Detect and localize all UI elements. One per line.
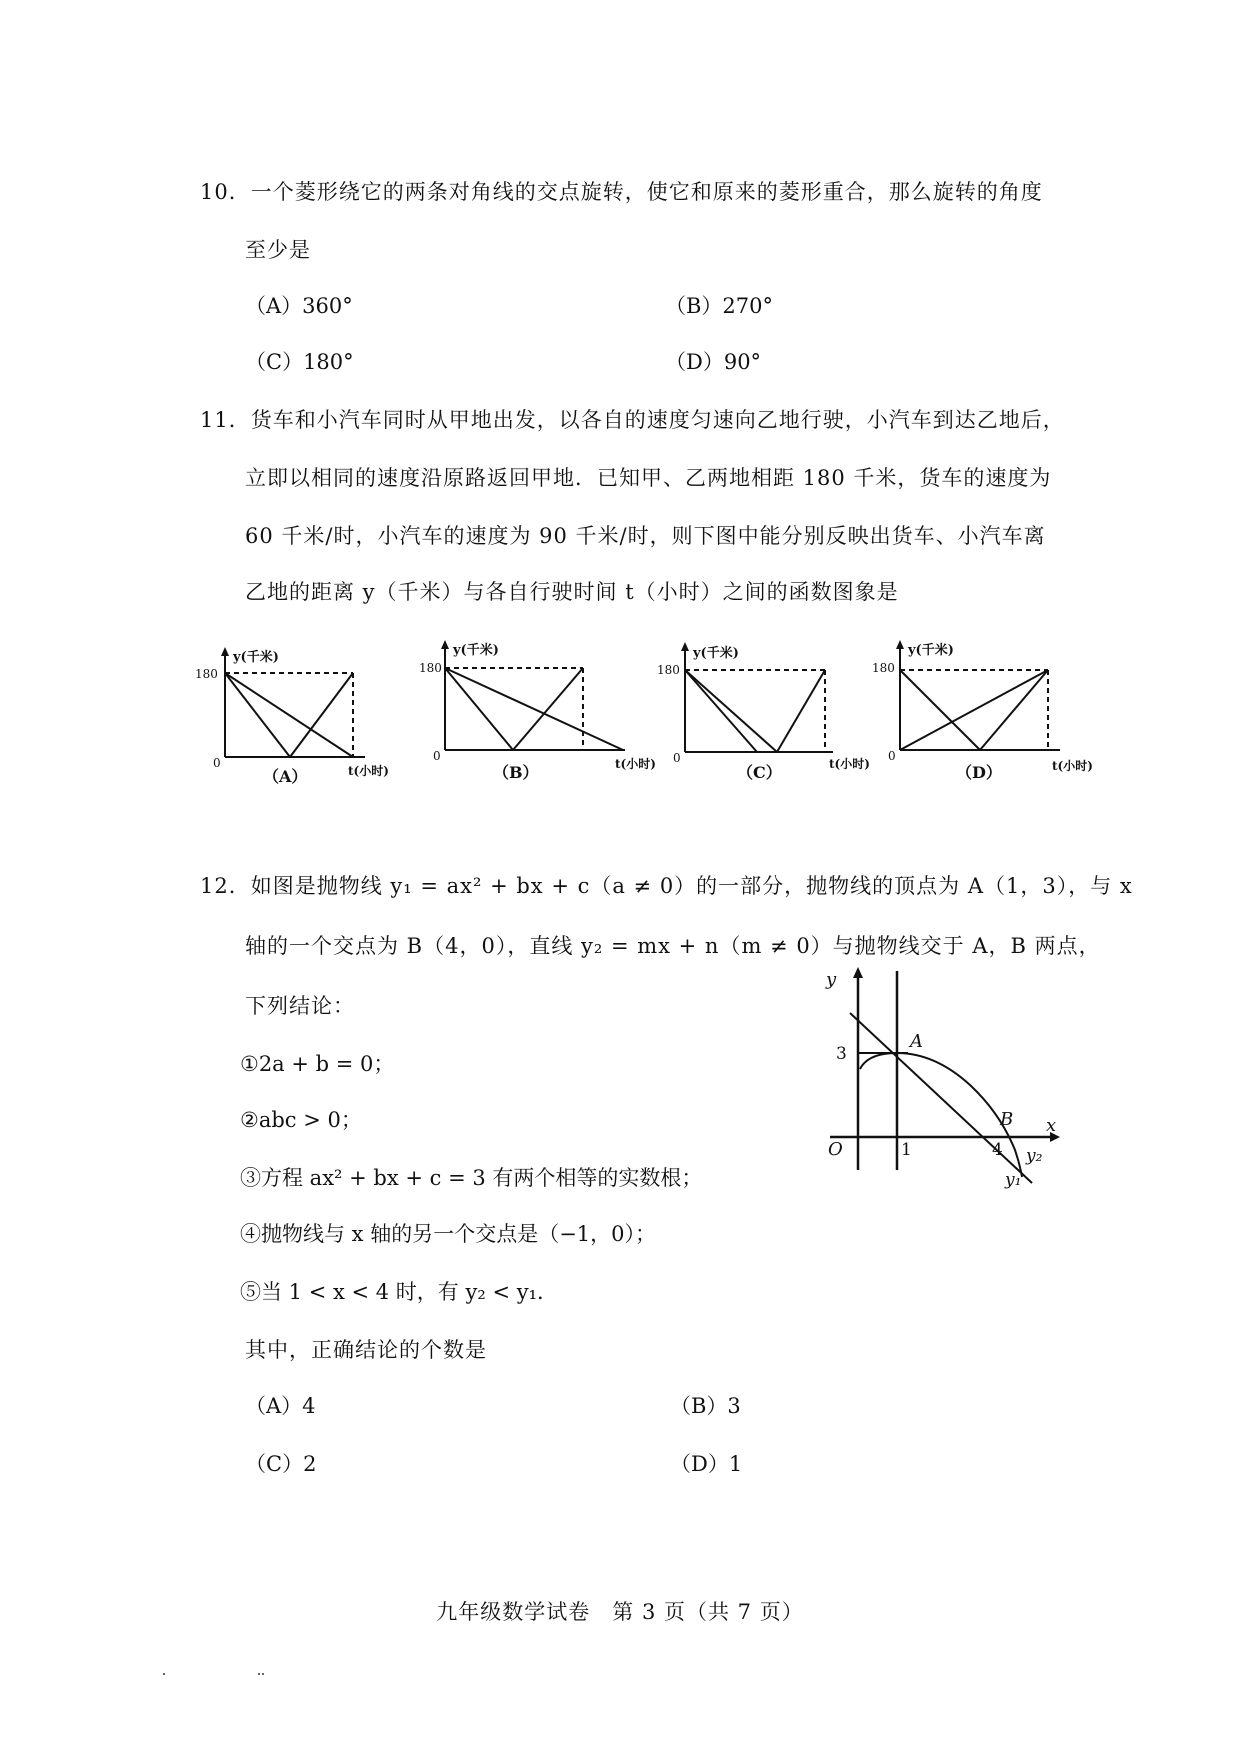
graph-caption: （A） bbox=[263, 767, 308, 786]
car-line-back bbox=[513, 668, 583, 750]
tick-3-label: 3 bbox=[836, 1044, 847, 1064]
y-axis-label: y(千米) bbox=[693, 646, 739, 661]
q12-conclusion-3: ③方程 ax² + bx + c = 3 有两个相等的实数根； bbox=[240, 1166, 703, 1190]
graph-caption: （D） bbox=[956, 763, 1002, 782]
origin-label: 0 bbox=[433, 749, 441, 763]
truck-line bbox=[685, 670, 757, 752]
x-axis-label: t(小时) bbox=[348, 764, 389, 778]
y-axis-arrow bbox=[441, 640, 449, 649]
origin-label: 0 bbox=[673, 751, 681, 765]
q12-stem-line1: 12．如图是抛物线 y₁ = ax² + bx + c（a ≠ 0）的一部分，抛物线的顶点为 A（1，3），与 x bbox=[200, 874, 1133, 898]
y-axis-label: y(千米) bbox=[908, 643, 954, 658]
y-tick-180: 180 bbox=[419, 661, 442, 675]
y-axis-arrow bbox=[896, 640, 904, 649]
q11-stem-line1: 11．货车和小汽车同时从甲地出发，以各自的速度匀速向乙地行驶，小汽车到达乙地后， bbox=[200, 408, 1065, 432]
q10-option-c: （C）180° bbox=[245, 350, 354, 374]
truck-line bbox=[900, 670, 1048, 750]
origin-label: 0 bbox=[888, 749, 896, 763]
line-y2 bbox=[850, 1013, 1032, 1183]
q11-graph-d bbox=[872, 640, 1095, 800]
y-tick-180: 180 bbox=[872, 661, 895, 675]
point-a-label: A bbox=[910, 1031, 923, 1052]
scan-speck bbox=[258, 1673, 260, 1675]
graph-caption: （B） bbox=[493, 763, 539, 782]
x-axis-label: t(小时) bbox=[1052, 759, 1093, 773]
q11-stem-line3: 60 千米/时，小汽车的速度为 90 千米/时，则下图中能分别反映出货车、小汽车离 bbox=[245, 524, 1046, 548]
y-axis-arrow bbox=[221, 647, 229, 656]
q11-stem-line4: 乙地的距离 y（千米）与各自行驶时间 t（小时）之间的函数图象是 bbox=[245, 580, 899, 604]
q12-option-c: （C）2 bbox=[245, 1452, 317, 1476]
curve-y2-label: y₂ bbox=[1026, 1146, 1043, 1166]
car-line-back bbox=[777, 670, 825, 752]
graph-caption: （C） bbox=[737, 763, 782, 782]
q10-option-b: （B）270° bbox=[665, 294, 774, 318]
q10-option-d: （D）90° bbox=[665, 350, 762, 374]
curve-y1-label: y₁ bbox=[1005, 1170, 1022, 1190]
y-axis-arrow bbox=[681, 642, 689, 651]
origin-label: O bbox=[828, 1139, 843, 1160]
truck-line bbox=[225, 673, 353, 757]
q12-question: 其中，正确结论的个数是 bbox=[245, 1338, 487, 1362]
x-axis-label: x bbox=[1046, 1115, 1057, 1136]
q12-option-a: （A）4 bbox=[245, 1394, 316, 1418]
q12-option-d: （D）1 bbox=[670, 1452, 743, 1476]
y-axis-label: y(千米) bbox=[233, 650, 279, 665]
q12-conclusion-5: ⑤当 1 < x < 4 时，有 y₂ < y₁． bbox=[240, 1280, 558, 1304]
car-line-out bbox=[225, 673, 290, 757]
x-axis-label: t(小时) bbox=[615, 757, 656, 771]
page-footer: 九年级数学试卷 第 3 页（共 7 页） bbox=[436, 1600, 804, 1624]
y-axis-label: y bbox=[826, 969, 837, 990]
x-axis-label: t(小时) bbox=[829, 757, 870, 771]
car-line-back bbox=[290, 673, 353, 757]
q12-stem-line2: 轴的一个交点为 B（4，0），直线 y₂ = mx + n（m ≠ 0）与抛物线交于 A，B 两点， bbox=[245, 934, 1101, 958]
car-line-out bbox=[900, 670, 980, 750]
q11-graph-c bbox=[657, 640, 880, 800]
q12-conclusion-4: ④抛物线与 x 轴的另一个交点是（−1，0）； bbox=[240, 1222, 657, 1246]
car-line-back bbox=[980, 670, 1048, 750]
q11-graph-b bbox=[419, 640, 656, 800]
q12-conclusion-1: ①2a + b = 0； bbox=[240, 1052, 395, 1076]
q10-stem-line1: 10．一个菱形绕它的两条对角线的交点旋转，使它和原来的菱形重合，那么旋转的角度 bbox=[200, 180, 1043, 204]
y-tick-180: 180 bbox=[657, 663, 680, 677]
q12-figure bbox=[820, 965, 1060, 1190]
scan-speck bbox=[262, 1673, 264, 1675]
q10-option-a: （A）360° bbox=[245, 294, 353, 318]
tick-4-label: 4 bbox=[992, 1140, 1003, 1160]
scan-speck bbox=[163, 1673, 165, 1675]
tick-1-label: 1 bbox=[901, 1140, 912, 1160]
q12-stem-line3: 下列结论： bbox=[245, 994, 355, 1018]
q10-stem-line2: 至少是 bbox=[245, 238, 311, 262]
car-line-out bbox=[685, 670, 777, 752]
y-axis-arrow bbox=[853, 967, 863, 978]
car-line-out bbox=[445, 668, 513, 750]
y-axis-label: y(千米) bbox=[453, 643, 499, 658]
q12-option-b: （B）3 bbox=[670, 1394, 741, 1418]
truck-line bbox=[445, 668, 623, 750]
origin-label: 0 bbox=[213, 756, 221, 770]
q11-stem-line2: 立即以相同的速度沿原路返回甲地．已知甲、乙两地相距 180 千米，货车的速度为 bbox=[245, 466, 1052, 490]
q11-graph-a bbox=[195, 645, 420, 805]
y-tick-180: 180 bbox=[195, 667, 218, 681]
point-b-label: B bbox=[1000, 1109, 1014, 1130]
q12-conclusion-2: ②abc > 0； bbox=[240, 1108, 362, 1132]
